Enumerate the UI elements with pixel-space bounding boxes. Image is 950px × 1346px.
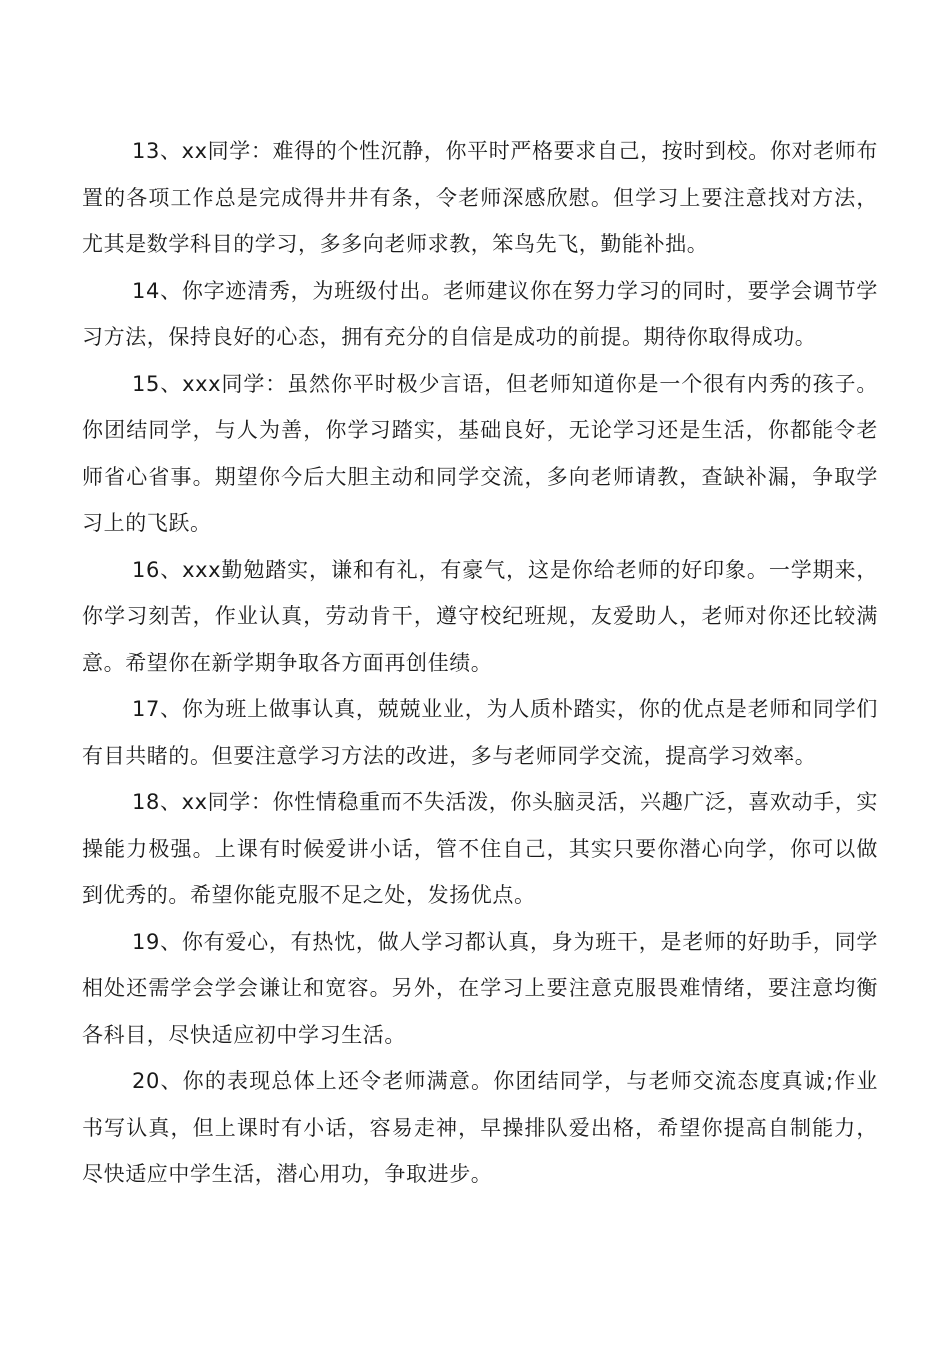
comment-paragraph-18: 18、xx同学：你性情稳重而不失活泼，你头脑灵活，兴趣广泛，喜欢动手，实操能力极强。上课有时候爱讲小话，管不住自己，其实只要你潜心向学，你可以做到优秀的。希望你能克服不足之处，发扬优点。	[82, 790, 878, 907]
comment-paragraph-16: 16、xxx勤勉踏实，谦和有礼，有豪气，这是你给老师的好印象。一学期来，你学习刻苦，作业认真，劳动肯干，遵守校纪班规，友爱助人，老师对你还比较满意。希望你在新学期争取各方面再创佳绩。	[82, 557, 878, 675]
comment-paragraph-15: 15、xxx同学：虽然你平时极少言语，但老师知道你是一个很有内秀的孩子。你团结同学，与人为善，你学习踏实，基础良好，无论学习还是生活，你都能令老师省心省事。期望你今后大胆主动和同学交流，多向老师请教，查缺补漏，争取学习上的飞跃。	[82, 371, 878, 535]
comment-paragraph-20: 20、你的表现总体上还令老师满意。你团结同学，与老师交流态度真诚;作业书写认真，但上课时有小话，容易走神，早操排队爱出格，希望你提高自制能力，尽快适应中学生活，潜心用功，争取进步。	[82, 1069, 878, 1186]
comment-paragraph-13: 13、xx同学：难得的个性沉静，你平时严格要求自己，按时到校。你对老师布置的各项工作总是完成得井井有条，令老师深感欣慰。但学习上要注意找对方法，尤其是数学科目的学习，多多向老师求教，笨鸟先飞，勤能补拙。	[82, 139, 878, 256]
comment-paragraph-19: 19、你有爱心，有热忱，做人学习都认真，身为班干，是老师的好助手，同学相处还需学会学会谦让和宽容。另外，在学习上要注意克服畏难情绪，要注意均衡各科目，尽快适应初中学习生活。	[82, 929, 878, 1047]
document-body	[82, 128, 878, 1198]
comment-paragraph-17: 17、你为班上做事认真，兢兢业业，为人质朴踏实，你的优点是老师和同学们有目共睹的。但要注意学习方法的改进，多与老师同学交流，提高学习效率。	[82, 697, 878, 768]
comment-paragraph-14: 14、你字迹清秀，为班级付出。老师建议你在努力学习的同时，要学会调节学习方法，保持良好的心态，拥有充分的自信是成功的前提。期待你取得成功。	[82, 278, 878, 349]
